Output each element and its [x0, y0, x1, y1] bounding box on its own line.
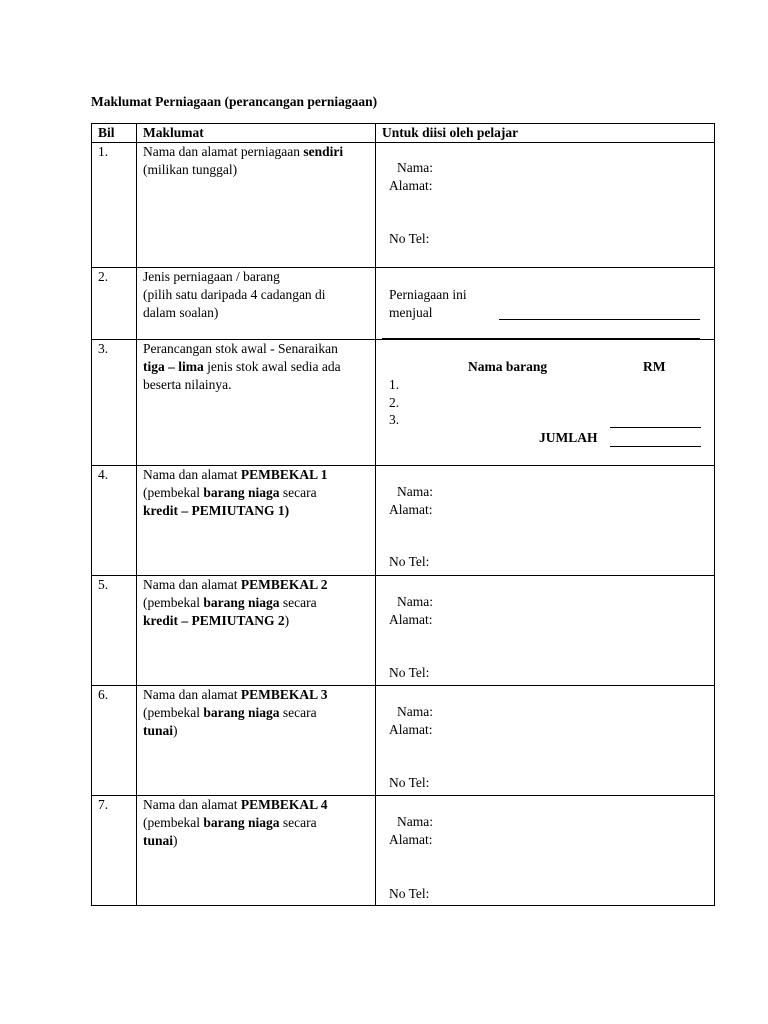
total-line	[610, 446, 701, 447]
no-tel-label: No Tel:	[389, 665, 430, 680]
row-description: Perancangan stok awal - Senaraikan tiga – lima jenis stok awal sedia ada beserta nilainya.	[137, 340, 376, 466]
row-number: 6.	[92, 686, 137, 796]
no-tel-label: No Tel:	[389, 775, 430, 790]
jumlah-label: JUMLAH	[539, 430, 598, 445]
table-row	[92, 686, 715, 796]
alamat-label: Alamat:	[389, 832, 433, 847]
header-bil: Bil	[92, 124, 137, 143]
no-tel-label: No Tel:	[389, 886, 430, 901]
row-description: Nama dan alamat perniagaan sendiri (milikan tunggal)	[137, 143, 376, 268]
alamat-label: Alamat:	[389, 612, 433, 627]
table-row	[92, 143, 715, 268]
nama-label: Nama:	[397, 814, 433, 829]
item-number: 1.	[389, 377, 400, 392]
column-nama-barang: Nama barang	[468, 359, 548, 374]
answer-cell[interactable]	[376, 143, 715, 268]
row-description: Nama dan alamat PEMBEKAL 4 (pembekal barang niaga secara tunai)	[137, 796, 376, 906]
nama-label: Nama:	[397, 484, 433, 499]
row-description: Nama dan alamat PEMBEKAL 3 (pembekal barang niaga secara tunai)	[137, 686, 376, 796]
row-description: Jenis perniagaan / barang (pilih satu daripada 4 cadangan di dalam soalan)	[137, 268, 376, 340]
fill-text-2: menjual	[389, 305, 433, 320]
answer-cell[interactable]	[376, 466, 715, 576]
header-row	[92, 124, 715, 143]
answer-cell[interactable]	[376, 576, 715, 686]
answer-cell[interactable]	[376, 268, 715, 340]
row-number: 5.	[92, 576, 137, 686]
header-untuk: Untuk diisi oleh pelajar	[376, 124, 715, 143]
row-number: 4.	[92, 466, 137, 576]
row-description: Nama dan alamat PEMBEKAL 2 (pembekal barang niaga secara kredit – PEMIUTANG 2)	[137, 576, 376, 686]
table-row	[92, 796, 715, 906]
item-number: 3.	[389, 412, 400, 427]
item-number: 2.	[389, 395, 400, 410]
row-number: 3.	[92, 340, 137, 466]
column-rm: RM	[643, 359, 666, 374]
answer-cell[interactable]	[376, 796, 715, 906]
answer-cell[interactable]	[376, 686, 715, 796]
row-number: 1.	[92, 143, 137, 268]
no-tel-label: No Tel:	[389, 231, 430, 246]
table-row	[92, 340, 715, 466]
row-description: Nama dan alamat PEMBEKAL 1 (pembekal barang niaga secara kredit – PEMIUTANG 1)	[137, 466, 376, 576]
answer-cell[interactable]	[376, 340, 715, 466]
nama-label: Nama:	[397, 160, 433, 175]
row-number: 2.	[92, 268, 137, 340]
table-row	[92, 576, 715, 686]
page-title: Maklumat Perniagaan (perancangan perniagaan)	[91, 94, 378, 109]
business-info-table	[91, 123, 715, 906]
row-number: 7.	[92, 796, 137, 906]
alamat-label: Alamat:	[389, 178, 433, 193]
table-row	[92, 268, 715, 340]
nama-label: Nama:	[397, 594, 433, 609]
fill-text-1: Perniagaan ini	[389, 287, 467, 302]
fill-line	[382, 338, 700, 339]
no-tel-label: No Tel:	[389, 554, 430, 569]
fill-line	[499, 319, 700, 320]
nama-label: Nama:	[397, 704, 433, 719]
value-line	[610, 427, 701, 428]
header-maklumat: Maklumat	[137, 124, 376, 143]
alamat-label: Alamat:	[389, 502, 433, 517]
table-row	[92, 466, 715, 576]
alamat-label: Alamat:	[389, 722, 433, 737]
